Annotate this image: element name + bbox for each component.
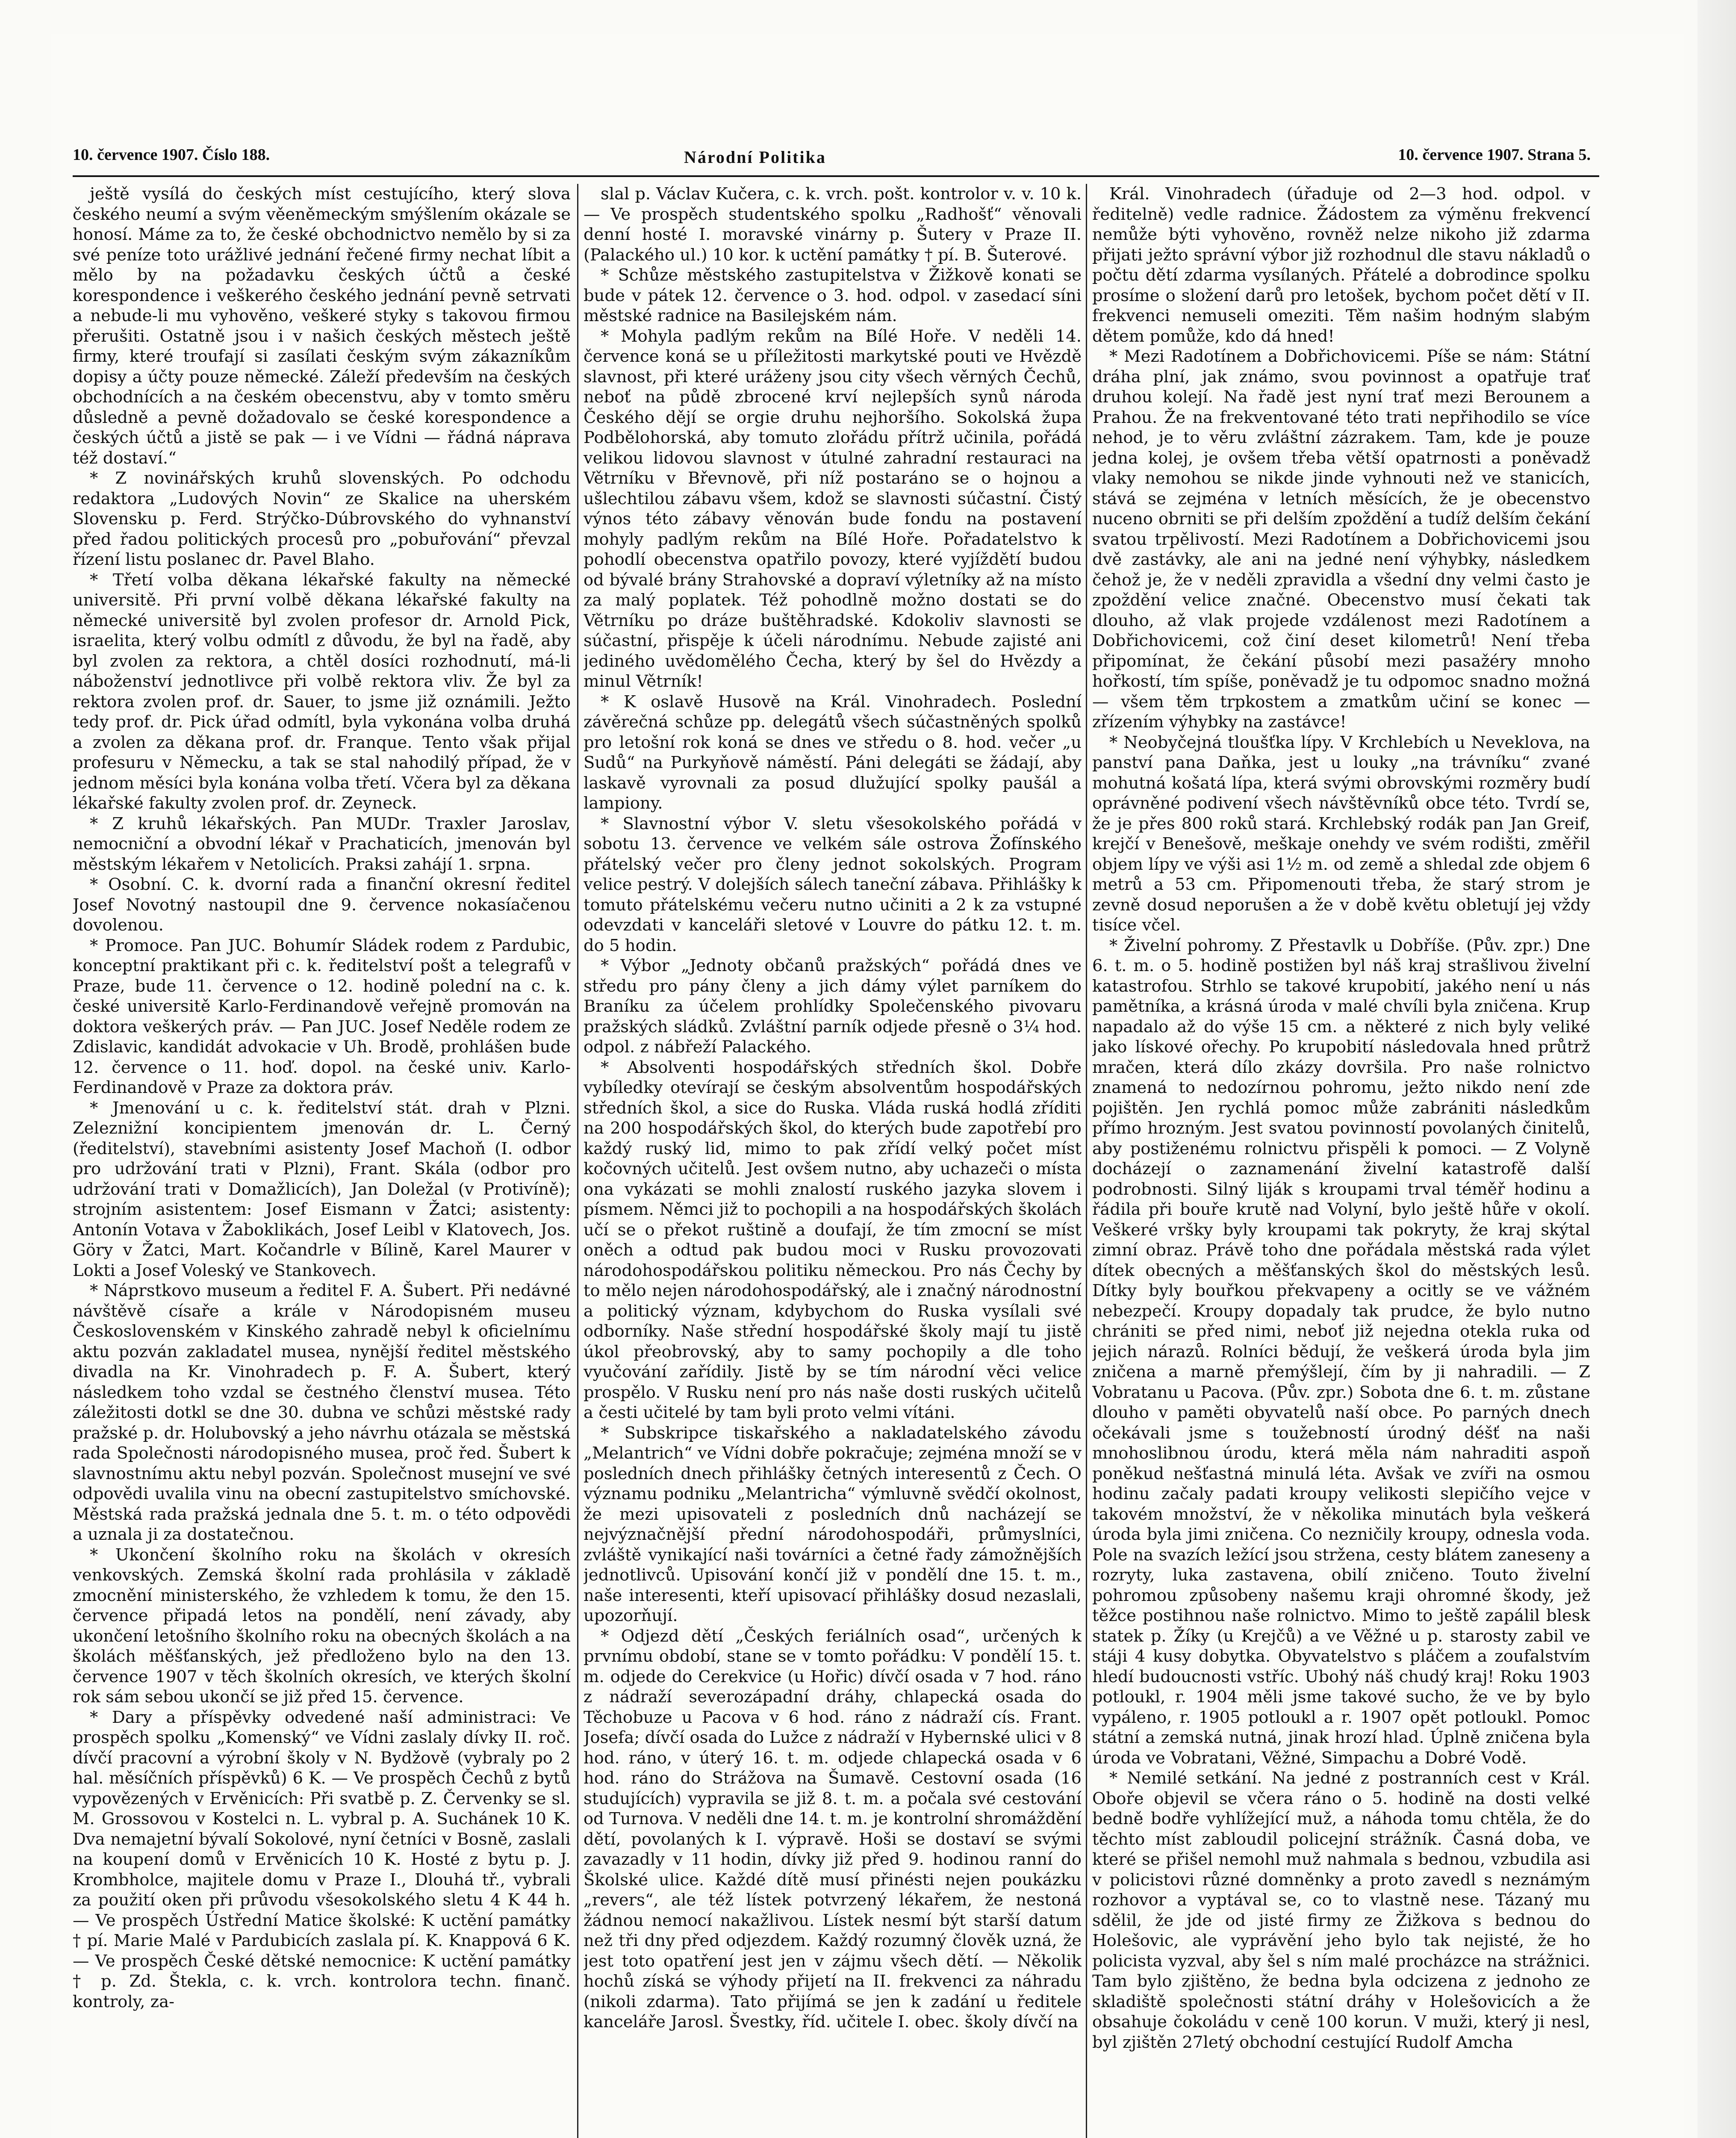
paragraph: * Schůze městského zastupitelstva v Žižkově konati se bude v pátek 12. července o 3. hod. odpol. v zasedací síni městské radnice na Basilejském nám. — [584, 266, 1082, 325]
paragraph: Král. Vinohradech (úřaduje od 2—3 hod. odpol. v ředitelně) vedle radnice. Žádostem za výměnu frekvencí nemůže býti vyhověno, rovněž nelze nikoho již zdarma přijati ježto správní výbor již rozhodnul dle stavu nákladů o počtu dětí zdarma vysílaných. Přátelé a dobrodince spolku prosíme o složení darů pro letošek, bychom počet dětí v II. frekvenci nemuseli omeziti. Těm našim hodným slabým dětem pomůže, kdo dá hned! — [1092, 184, 1590, 346]
paragraph: * Osobní. C. k. dvorní rada a finanční okresní ředitel Josef Novotný nastoupil dne 9. července nokasíačenou dovolenou. — [73, 875, 571, 935]
paragraph: ještě vysílá do českých míst cestujícího, který slova českého neumí a svým věeněmeckým smýšlením okázale se honosí. Máme za to, že české obchodnictvo nemělo by si za své peníze toto urážlivé jednání řečené firmy nechat líbit a mělo by na požadavku českých účtů a české korespondence i veškerého českého jednání pevně setrvati a nebude-li mu vyhověno, veškeré styky s takovou firmou přerušiti. Ostatně jsou i v našich českých městech ještě firmy, které troufají si zasílati českým svým zákazníkům dopisy a účty pouze německé. Záleží především na českých obchodnících a na českém obecenstvu, aby v tomto směru důsledně a pevně dožadovalo se české korespondence a českých účtů a jistě se pak — i ve Vídni — řádná náprava též dostaví.“ — [73, 184, 571, 468]
paragraph: * Neobyčejná tloušťka lípy. V Krchlebích u Neveklova, na panství pana Daňka, jest u louky „na trávníku“ zvané mohutná košatá lípa, která svými obrovskými rozměry budí oprávněné podivení všech návštěvníků obce této. Tvrdí se, že je přes 800 roků stará. Krchlebský rodák pan Jan Greif, krejčí v Benešově, meškaje onehdy ve svém rodišti, změřil objem lípy ve výši asi 1½ m. od země a shledal zde objem 6 metrů a 53 cm. Připomenouti třeba, že starý strom je zevně dosud neporušen a že v době květu obletují jej vždy tisíce včel. — [1092, 732, 1590, 935]
paragraph: * Z kruhů lékařských. Pan MUDr. Traxler Jaroslav, nemocniční a obvodní lékař v Prachaticích, jmenován byl městským lékařem v Netolicích. Praksi zahájí 1. srpna. — [73, 814, 571, 874]
paragraph: * Živelní pohromy. Z Přestavlk u Dobříše. (Pův. zpr.) Dne 6. t. m. o 5. hodině postižen byl náš kraj strašlivou živelní katastrofou. Strhlo se takové krupobití, jakého není u nás pamětníka, a krásná úroda v malé chvíli byla zničena. Krup napadalo až do výše 15 cm. a některé z nich byly veliké jako lískové ořechy. Po krupobití následovala hned průtrž mračen, která dílo zkázy dovršila. Pro naše rolnictvo znamená to nedozírnou pohromu, ježto nikdo není zde pojištěn. Jen rychlá pomoc může zabrániti následkům přímo hrozným. Jest svatou povinností povolaných činitelů, aby postiženému rolnictvu přispěli k pomoci. — Z Volyně docházejí o zaznamenání živelní katastrofě další podrobnosti. Silný liják s kroupami trval téměř hodinu a řádila při bouře krutě nad Volyní, bylo ještě hůře v okolí. Veškeré vršky byly kroupami tak pokryty, že kraj skýtal zimní obraz. Právě toho dne pořádala městská rada výlet dítek obecných a měšťanských škol do městských lesů. Dítky byly bouřkou překvapeny a ocitly se ve vážném nebezpečí. Kroupy dopadaly tak prudce, že bylo nutno chrániti se před nimi, neboť již nejedna otekla ruka od jejich nárazů. Rolníci bědují, že veškerá úroda byla jim zničena a marně přemýšlejí, čím by ji nahradili. — Z Vobratanu u Pacova. (Pův. zpr.) Sobota dne 6. t. m. zůstane dlouho v paměti obyvatelů naší obce. Po parných dnech očekávali jsme s toužebností úrodný déšť na naši mnohoslibnou úrodu, která měla nám nahraditi aspoň poněkud nešťastná minulá léta. Avšak ve zvíři na osmou hodinu začaly padati kroupy velikosti slepičího vejce v takovém množství, že v několika minutách byla veškerá úroda byla jimi zničena. Co nezničily kroupy, odnesla voda. Pole na svazích ležící jsou stržena, cesty blátem zaneseny a rozryty, luka zastavena, obilí zničeno. Touto živelní pohromou způsobeny našemu kraji ohromné škody, jež těžce postihnou naše rolnictvo. Mimo to ještě zapálil blesk statek p. Žíky (u Krejčů) a ve Věžné u p. starosty zabil ve stáji 4 kusy dobytka. Obyvatelstvo s pláčem a zoufalstvím hledí budoucnosti vstříc. Ubohý náš chudý kraj! Roku 1903 potloukl, r. 1904 měli jsme takové sucho, že ve by bylo vypáleno, r. 1905 potloukl a r. 1907 opět potloukl. Pomoc státní a zemská nutná, jinak hrozí hlad. Úplně zničena byla úroda ve Vobratani, Věžné, Simpachu a Dobré Vodě. — [1092, 936, 1590, 1768]
page-header — [73, 145, 1591, 171]
paragraph: * K oslavě Husově na Král. Vinohradech. Poslední závěrečná schůze pp. delegátů všech súčastněných spolků pro letošní rok koná se dnes ve středu o 8. hod. večer „u Sudů“ na Purkyňově náměstí. Páni delegáti se žádají, aby laskavě vyrovnali za posud dlužující spolky paušál a lampiony. — [584, 692, 1082, 813]
paragraph: * Subskripce tiskařského a nakladatelského závodu „Melantrich“ ve Vídni dobře pokračuje; zejména množí se v posledních dnech přihlášky četných interesentů z Čech. O významu podniku „Melantricha“ výmluvně svědčí okolnost, že mezi upisovateli z posledních dnů nacházejí se nejvýznačnější přední národohospodáři, průmyslníci, zvláště vynikající naši továrníci a četné řady zámožnějších jednotlivců. Upisování končí již v pondělí dne 15. t. m., naše interesenti, kteří upisovací přihlášky dosud nezaslali, upozorňují. — [584, 1423, 1082, 1625]
paragraph: * Dary a příspěvky odvedené naší administraci: Ve prospěch spolku „Komenský“ ve Vídni zaslaly dívky II. roč. dívčí pracovní a výrobní školy v N. Bydžově (vybraly po 2 hal. měsíčních příspěvků) 6 K. — Ve prospěch Čechů z bytů vypovězených v Ervěnicích: Při svatbě p. Z. Červenky se sl. M. Grossovou v Kostelci n. L. vybral p. A. Suchánek 10 K. Dva nemajetní bývalí Sokolové, nyní četníci v Bosně, zaslali na koupení domů v Ervěnicích 10 K. Hosté z bytu p. J. Krombholce, majitele domu v Praze I., Dlouhá tř., vybrali za použití oken při průvodu všesokolského sletu 4 K 44 h. — Ve prospěch Ústřední Matice školské: K uctění památky † pí. Marie Malé v Pardubicích zaslala pí. K. Knappová 6 K. — Ve prospěch České dětské nemocnice: K uctění památky † p. Zd. Štekla, c. k. vrch. kontrolora techn. finanč. kontroly, za- — [73, 1707, 571, 2011]
header-left: 10. července 1907. Číslo 188. — [73, 146, 270, 164]
header-right: 10. července 1907. Strana 5. — [1398, 146, 1591, 164]
column-divider — [1086, 184, 1087, 2138]
paragraph: * Mezi Radotínem a Dobřichovicemi. Píše se nám: Státní dráha plní, jak známo, svou povinnost a opatřuje trať druhou kolejí. Na řadě jest nyní trať mezi Berounem a Prahou. Že na frekventované této trati nepřihodilo se více nehod, je to věru zvláštní zázrakem. Tam, kde je pouze jedna kolej, je ovšem třeba větší opatrnosti a poněvadž vlaky nemohou se nikde jinde vyhnouti než ve stanicích, stává se zejména v letních měsících, že je obecenstvo nuceno obrniti se při delším zpoždění a tudíž delším čekání svatou trpělivostí. Mezi Radotínem a Dobřichovicemi jsou dvě zastávky, ale ani na jedné není výhybky, následkem čehož je, že v neděli zpravidla a všední dny velmi často je zpoždění velice značné. Obecenstvo musí čekati tak dlouho, až vlak projede vzdálenost mezi Radotínem a Dobřichovicemi, což činí deset kilometrů! Není třeba připomínat, že čekání působí mezi pasažéry mnoho hořkostí, tím spíše, poněvadž je tu odpomoc snadno možná — všem těm trpkostem a zmatkům učiní se konec — zřízením výhybky na zastávce! — [1092, 347, 1590, 732]
paragraph: * Třetí volba děkana lékařské fakulty na německé universitě. Při první volbě děkana lékařské fakulty na německé universitě byl zvolen profesor dr. Arnold Pick, israelita, který volbu odmítl z důvodu, že byl na řadě, aby byl zvolen za rektora, a chtěl dosíci rozhodnutí, má-li náboženství jednotlivce při volbě rektora vliv. Že byl za rektora zvolen prof. dr. Sauer, to jsme již oznámili. Ježto tedy prof. dr. Pick úřad odmítl, byla vykonána volba druhá a zvolen za děkana prof. dr. Franque. Tento však přijal profesuru v Německu, a tak se stal nahodilý případ, že v jednom měsíci byla konána volba třetí. Včera byl za děkana lékařské fakulty zvolen prof. dr. Zeyneck. — [73, 570, 571, 813]
paragraph: * Mohyla padlým rekům na Bílé Hoře. V neděli 14. července koná se u příležitosti markytské pouti ve Hvězdě slavnost, při které uráženy jsou city všech věrných Čechů, neboť na půdě zbrocené krví nejlepších synů národa Českého dějí se orgie druhu nejhoršího. Sokolská župa Podbělohorská, aby tomuto zlořádu přítrž učinila, pořádá velikou lidovou slavnost v útulné zahradní restauraci na Větrníku v Břevnově, při níž postaráno se o hojnou a ušlechtilou zábavu všem, kdož se slavnosti súčastní. Čistý výnos této zábavy věnován bude fondu na postavení mohyly padlým rekům na Bílé Hoře. Pořadatelstvo k pohodlí obecenstva opatřilo povozy, které vyjíždětí budou od bývalé brány Strahovské a dopraví výletníky až na místo za malý poplatek. Též pohodlně možno dostati se do Větrníku po dráze buštěhradské. Kdokoliv slavnosti se súčastní, přispěje k účeli národnímu. Nebude zajisté ani jediného uvědomělého Čecha, který by šel do Hvězdy a minul Větrník! — [584, 326, 1082, 691]
paragraph: * Promoce. Pan JUC. Bohumír Sládek rodem z Pardubic, konceptní praktikant při c. k. ředitelství pošt a telegrafů v Praze, bude 11. července o 12. hodině polední na c. k. české universitě Karlo-Ferdinandově veřejně promován na doktora veškerých práv. — Pan JUC. Josef Neděle rodem ze Zdislavic, kandidát advokacie v Uh. Brodě, prohlášen bude 12. července o 11. hoď. dopol. na české univ. Karlo-Ferdinandově v Praze za doktora práv. — [73, 936, 571, 1097]
paragraph: * Odjezd dětí „Českých feriálních osad“, určených k prvnímu období, stane se v tomto pořádku: V pondělí 15. t. m. odjede do Cerekvice (u Hořic) dívčí osada v 7 hod. ráno z nádraží severozápadní dráhy, chlapecká osada do Těchobuze u Pacova v 6 hod. ráno z nádraží cís. Frant. Josefa; dívčí osada do Lužce z nádraží v Hybernské ulici v 8 hod. ráno, v úterý 16. t. m. odjede chlapecká osada v 6 hod. ráno do Strážova na Šumavě. Cestovní osada (16 studujících) vypravila se již 8. t. m. a počala své cestování od Turnova. V neděli dne 14. t. m. je kontrolní shromáždění dětí, povolaných k I. výpravě. Hoši se dostaví se svými zavazadly v 11 hodin, dívky již před 9. hodinou ranní do Školské ulice. Každé dítě musí přinésti nejen poukázku „revers“, ale též lístek potvrzený lékařem, že nestoná žádnou nemocí nakažlivou. Lístek nesmí být starší datum než tři dny před odjezdem. Každý rozumný člověk uzná, že jest toto opatření jest jen v zájmu všech dětí. — Několik hochů získá se výhody přijetí na II. frekvenci za náhradu (nikoli zdarma). Tato přijímá se jen k zadání u ředitele kanceláře Jarosl. Švestky, říd. učitele I. obec. školy dívčí na — [584, 1626, 1082, 2032]
paragraph: * Slavnostní výbor V. sletu všesokolského pořádá v sobotu 13. července ve velkém sále ostrova Žofínského přátelský večer pro členy jednot sokolských. Program velice pestrý. V dolejších sálech taneční zábava. Přihlášky k tomuto přátelskému večeru nutno učiniti a 2 k za vstupné odevzdati v kanceláři sletové v Louvre do pátku 12. t. m. do 5 hodin. — [584, 814, 1082, 955]
column-3 — [1092, 184, 1590, 2138]
paragraph: * Jmenování u c. k. ředitelství stát. drah v Plzni. Zeleznižní koncipientem jmenován dr. L. Černý (ředitelství), stavebními asistenty Josef Machoň (I. odbor pro udržování trati v Plzni), Frant. Skála (odbor pro udržování trati v Domažlicích), Jan Doležal (v Protivíně); strojním asistentem: Josef Eismann v Žatci; asistenty: Antonín Votava v Žaboklikách, Josef Leibl v Klatovech, Jos. Göry v Žatci, Mart. Kočandrle v Bílině, Karel Maurer v Lokti a Josef Voleský ve Stankovech. — [73, 1098, 571, 1280]
paragraph: * Ukončení školního roku na školách v okresích venkovských. Zemská školní rada prohlásila v základě zmocnění ministerského, že vzhledem k tomu, že den 15. července připadá letos na pondělí, není závady, aby ukončení letošního školního roku na obecných školách a na školách měšťanských, jež předloženo bylo na den 13. července 1907 v těch školních okresích, ve kterých školní rok sám sebou ukončí se již před 15. července. — [73, 1545, 571, 1707]
paragraph: * Absolventi hospodářských středních škol. Dobře vybíledky otevírají se českým absolventům hospodářských středních škol, a sice do Ruska. Vláda ruská hodlá zříditi na 200 hospodářských škol, do kterých bude zapotřebí pro každý ruský lid, mimo to pak zřídí velký počet míst kočovných učitelů. Jest ovšem nutno, aby uchazeči o místa ona vykázati se mohli znalostí ruského jazyka slovem i písmem. Němci již to pochopili a na hospodářských školách učí se o překot ruštině a doufají, že tím zmocní se míst oněch a odtud pak budou moci v Rusku provozovati národohospodářskou politiku německou. Pro nás Čechy by to mělo nejen národohospodářský, ale i značný národnostní a politický význam, kdybychom do Ruska vysílali své odborníky. Naše střední hospodářské školy mají tu jistě úkol přeobrovský, aby to samy pochopily a dle toho vyučování zařídily. Jistě by se tím národní věci velice prospělo. V Rusku není pro nás naše dosti ruských učitelů a česti učitelé by tam byli proto velmi vítáni. — [584, 1057, 1082, 1422]
paragraph: * Výbor „Jednoty občanů pražských“ pořádá dnes ve středu pro pány členy a jich dámy výlet parníkem do Braníku za účelem prohlídky Společenského pivovaru pražských sládků. Zvláštní parník odjede přesně o 3¼ hod. odpol. z nábřeží Palackého. — [584, 956, 1082, 1057]
page-edge — [1698, 0, 1736, 2138]
column-divider — [577, 184, 578, 2138]
column-1 — [73, 184, 571, 2138]
paragraph: slal p. Václav Kučera, c. k. vrch. pošt. kontrolor v. v. 10 k. — Ve prospěch studentského spolku „Radhošť“ věnovali denní hosté I. moravské vinárny p. Šutery v Praze II. (Palackého ul.) 10 kor. k uctění památky † pí. B. Šuterové. — [584, 184, 1082, 265]
column-2 — [584, 184, 1082, 2138]
paragraph: * Nemilé setkání. Na jedné z postranních cest v Král. Oboře objevil se včera ráno o 5. hodině na dosti velké bedně bodře vyhlížející muž, a náhoda tomu chtěla, že do těchto míst zabloudil policejní strážník. Časná doba, ve které se přišel nemohl muž nahmala s bednou, vzbudila asi v policistovi různé domněnky a proto zavedl s neznámým rozhovor a vyptával se, co to vlastně nese. Tázaný mu sdělil, že jde od jisté firmy ze Žižkova s bednou do Holešovic, ale vyprávění jeho bylo tak nejisté, že ho policista vyzval, aby šel s ním malé procházce na strážnici. Tam bylo zjištěno, že bedna byla odcizena z jednoho ze skladiště společnosti státní dráhy v Holešovicích a že obsahuje čokoládu v ceně 100 korun. V muži, který ji nesl, byl zjištěn 27letý obchodní cestující Rudolf Amcha — [1092, 1769, 1590, 2052]
header-rule — [73, 175, 1599, 177]
paragraph: * Z novinářských kruhů slovenských. Po odchodu redaktora „Ludových Novin“ ze Skalice na uherském Slovensku p. Ferd. Strýčko-Dúbrovského do vyhnanství před řadou politických procesů pro „pobuřování“ převzal řízení listu poslanec dr. Pavel Blaho. — [73, 469, 571, 569]
masthead-title: Národní Politika — [684, 148, 826, 167]
paragraph: * Náprstkovo museum a ředitel F. A. Šubert. Při nedávné návštěvě císaře a krále v Národopisném museu Československém v Kinského zahradě nebyl k oficielnímu aktu pozván zakladatel musea, nynější ředitel městského divadla na Kr. Vinohradech p. F. A. Šubert, který následkem toho vzdal se čestného členství musea. Této záležitosti dotkl se dne 30. dubna ve schůzi městské rady pražské p. dr. Holubovský a jeho návrhu otázala se městská rada Společnosti národopisného musea, proč řed. Šubert k slavnostnímu aktu nebyl pozván. Společnost musejní ve své odpovědi uvalila vinu na obecní zastupitelstvo smíchovské. Městská rada pražská jednala dne 5. t. m. o této odpovědi a uznala ji za dostatečnou. — [73, 1281, 571, 1544]
